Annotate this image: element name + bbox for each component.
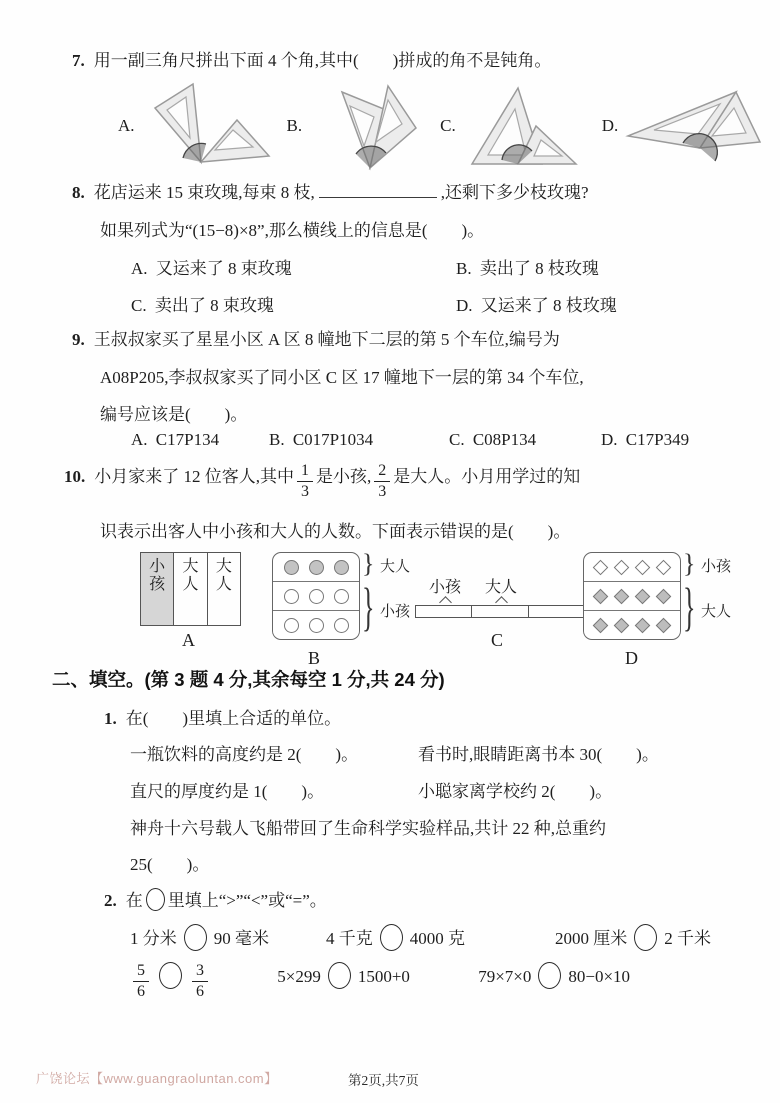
question-number: 2.	[104, 891, 117, 910]
diagram-label: A	[182, 630, 195, 650]
diagram-b-row-children	[273, 582, 359, 611]
option-label: A.	[118, 116, 135, 135]
fill-blank-item: 看书时,眼睛距离书本 30( )。	[418, 745, 659, 764]
option-b-figure	[287, 80, 427, 172]
comparison-circle	[538, 962, 561, 989]
option-c	[131, 291, 456, 316]
compare-left: 5×299	[277, 967, 321, 986]
question-9-line-1	[72, 325, 560, 350]
comparison-item	[130, 924, 326, 951]
question-text: 编号应该是( )。	[100, 405, 248, 424]
compare-left: 79×7×0	[478, 967, 532, 986]
fraction-one-third: $\frac{1}{3}$	[297, 462, 313, 500]
comparison-circle	[184, 924, 207, 951]
diamond-marker	[656, 559, 672, 575]
option-c	[449, 430, 601, 450]
answer-blank-line	[319, 192, 437, 198]
compare-right: 1500+0	[357, 967, 410, 986]
option-text: C17P349	[625, 430, 690, 449]
s2-q2-comparison-row-1	[130, 924, 722, 951]
question-9-line-3	[100, 400, 247, 425]
circle-marker	[309, 618, 324, 633]
question-text: 小月家来了 12 位客人,其中	[94, 467, 294, 486]
question-10-diagrams	[0, 549, 780, 672]
fill-blank-item: 一瓶饮料的高度约是 2( )。	[130, 745, 359, 764]
circle-marker	[309, 560, 324, 575]
circle-marker	[284, 560, 299, 575]
diagram-b-row-adults	[273, 553, 359, 582]
diagram-c-left-label: 小孩	[429, 579, 462, 596]
compare-right: 2 千米	[664, 929, 711, 948]
diagram-label: B	[308, 648, 321, 668]
s2-q1-row-2	[130, 777, 722, 802]
diamond-marker	[614, 588, 630, 604]
question-8-line-1	[72, 178, 589, 203]
brace-icon: }	[683, 549, 696, 578]
question-text: 用一副三角尺拼出下面 4 个角,其中( )拼成的角不是钝角。	[93, 51, 552, 70]
question-text: 在	[125, 891, 143, 910]
option-text: 卖出了 8 束玫瑰	[154, 296, 274, 315]
comparison-circle	[380, 924, 403, 951]
diagram-d	[583, 549, 743, 668]
question-text: A08P205,李叔叔家买了同小区 C 区 17 幢地下一层的第 34 个车位,	[100, 368, 584, 387]
question-8-options-row-2	[131, 291, 617, 316]
bar-segment	[529, 606, 584, 617]
option-label: B.	[269, 430, 285, 449]
question-text: ,还剩下多少枝玫瑰?	[440, 183, 589, 202]
question-text: 是大人。小月用学过的知	[393, 467, 581, 486]
question-10-line-1	[64, 462, 580, 501]
diagram-b-row-children	[273, 611, 359, 639]
question-text: 在( )里填上合适的单位。	[125, 709, 342, 728]
page-number: 第2页,共7页	[348, 1073, 419, 1088]
diagram-d-bottom-label: 大人	[701, 604, 732, 620]
comparison-item	[326, 924, 555, 951]
comparison-item	[478, 967, 630, 986]
diagram-d-top-label: 小孩	[701, 559, 732, 575]
diagram-b-bottom-label: 小孩	[380, 604, 411, 620]
option-text: 又运来了 8 枝玫瑰	[480, 296, 617, 315]
diamond-marker	[614, 617, 630, 633]
diagram-d-row-children	[584, 553, 680, 582]
comparison-item-fractions	[130, 962, 211, 1000]
diagram-c-bar	[415, 605, 585, 618]
option-text: C17P134	[155, 430, 220, 449]
option-label: A.	[131, 259, 148, 278]
diamond-marker	[635, 617, 651, 633]
option-a	[131, 430, 269, 450]
diamond-marker	[593, 559, 609, 575]
option-label: B.	[286, 116, 303, 135]
section-2-heading: 二、填空。(第 3 题 4 分,其余每空 1 分,共 24 分)	[52, 669, 445, 690]
diagram-d-box	[583, 552, 681, 640]
option-text: C08P134	[472, 430, 537, 449]
compare-left: 1 分米	[130, 929, 177, 948]
diagram-a-cell-adult: 大人	[215, 558, 232, 594]
circle-marker	[284, 589, 299, 604]
option-a	[131, 254, 456, 279]
option-d-figure	[602, 80, 767, 172]
diamond-marker	[614, 559, 630, 575]
triangle-rulers-a-icon	[139, 80, 271, 172]
diamond-marker	[656, 617, 672, 633]
diagram-label: D	[625, 648, 638, 668]
option-b	[269, 430, 449, 450]
diamond-marker	[656, 588, 672, 604]
compare-right: 90 毫米	[213, 929, 269, 948]
compare-left: 2000 厘米	[555, 929, 628, 948]
option-c-figure	[440, 80, 584, 172]
diagram-b	[272, 549, 422, 668]
compare-right: 4000 克	[409, 929, 465, 948]
option-text: 又运来了 8 束玫瑰	[155, 259, 292, 278]
comparison-circle	[634, 924, 657, 951]
question-number: 7.	[72, 51, 85, 70]
question-number: 9.	[72, 330, 85, 349]
diamond-marker	[593, 588, 609, 604]
question-number: 10.	[64, 467, 86, 486]
bar-segment	[416, 606, 472, 617]
circle-marker	[309, 589, 324, 604]
fill-blank-item: 25( )。	[130, 855, 210, 874]
s2-q1-row-1	[130, 740, 722, 765]
s2-question-1-intro	[104, 704, 341, 729]
comparison-circle	[146, 888, 165, 911]
bar-segment	[472, 606, 528, 617]
question-7-figures	[118, 80, 766, 172]
watermark-text: 广饶论坛【www.guangraoluntan.com】	[36, 1071, 278, 1086]
fill-blank-item: 小聪家离学校约 2( )。	[418, 782, 613, 801]
question-10-line-2	[100, 517, 570, 542]
option-label: B.	[456, 259, 472, 278]
diagram-d-row-adults	[584, 582, 680, 611]
compare-right: 80−0×10	[568, 967, 631, 986]
option-label: D.	[456, 296, 473, 315]
question-text: 识表示出客人中小孩和大人的人数。下面表示错误的是( )。	[100, 522, 571, 541]
diagram-a-cell-child: 小孩	[141, 553, 174, 625]
question-number: 8.	[72, 183, 85, 202]
diagram-a-box	[140, 552, 241, 626]
circle-marker	[334, 618, 349, 633]
option-d	[456, 291, 617, 316]
option-label: C.	[440, 116, 456, 135]
circle-marker	[284, 618, 299, 633]
question-8-options-row-1	[131, 254, 599, 279]
fraction-two-thirds: $\frac{2}{3}$	[374, 462, 390, 500]
diamond-marker	[635, 559, 651, 575]
comparison-item	[555, 924, 711, 951]
question-text: 花店运来 15 束玫瑰,每束 8 枝,	[93, 183, 315, 202]
question-7-text-line	[72, 46, 551, 71]
option-text: 卖出了 8 枝玫瑰	[479, 259, 599, 278]
question-8-line-2	[100, 216, 484, 241]
diagram-b-box	[272, 552, 360, 640]
diagram-label: C	[491, 630, 504, 650]
diamond-marker	[593, 617, 609, 633]
diagram-b-top-label: 大人	[380, 559, 411, 575]
circle-marker	[334, 589, 349, 604]
question-text: 里填上“>”“<”或“=”。	[167, 891, 327, 910]
triangle-rulers-b-icon	[306, 80, 426, 172]
brace-icon: }	[362, 549, 375, 578]
question-text: 是小孩,	[316, 467, 372, 486]
s2-q1-row-3	[130, 814, 606, 839]
s2-q2-comparison-row-2	[130, 962, 630, 1001]
s2-question-2-intro	[104, 886, 327, 911]
option-b	[456, 254, 599, 279]
option-label: C.	[131, 296, 147, 315]
option-d	[601, 430, 689, 450]
question-number: 1.	[104, 709, 117, 728]
compare-left: 4 千克	[326, 929, 373, 948]
brace-icon: }	[362, 577, 375, 637]
option-label: C.	[449, 430, 465, 449]
brace-icon: }	[683, 577, 696, 637]
comparison-item	[277, 967, 410, 986]
option-label: D.	[601, 116, 619, 135]
option-a-figure	[118, 80, 271, 172]
diagram-d-row-adults	[584, 611, 680, 639]
diagram-a	[140, 552, 240, 650]
fill-blank-item: 直尺的厚度约是 1( )。	[130, 782, 325, 801]
fraction-five-sixths: $\frac{5}{6}$	[133, 962, 149, 1000]
comparison-circle	[328, 962, 351, 989]
fraction-three-sixths: $\frac{3}{6}$	[192, 962, 208, 1000]
diagram-a-cell-adult: 大人	[174, 553, 207, 625]
fill-blank-item: 神舟十六号载人飞船带回了生命科学实验样品,共计 22 种,总重约	[130, 819, 606, 838]
question-text: 如果列式为“(15−8)×8”,那么横线上的信息是( )。	[100, 221, 485, 240]
option-label: A.	[131, 430, 148, 449]
question-text: 王叔叔家买了星星小区 A 区 8 幢地下二层的第 5 个车位,编号为	[93, 330, 560, 349]
circle-marker	[334, 560, 349, 575]
diagram-c-right-label: 大人	[485, 579, 518, 596]
option-text: C017P1034	[292, 430, 374, 449]
diamond-marker	[635, 588, 651, 604]
s2-q1-row-4	[130, 850, 209, 875]
comparison-circle	[159, 962, 182, 989]
option-label: D.	[601, 430, 618, 449]
question-9-options	[131, 430, 689, 450]
question-9-line-2	[100, 363, 584, 388]
triangle-rulers-c-icon	[460, 80, 584, 172]
triangle-rulers-d-icon	[622, 80, 766, 172]
